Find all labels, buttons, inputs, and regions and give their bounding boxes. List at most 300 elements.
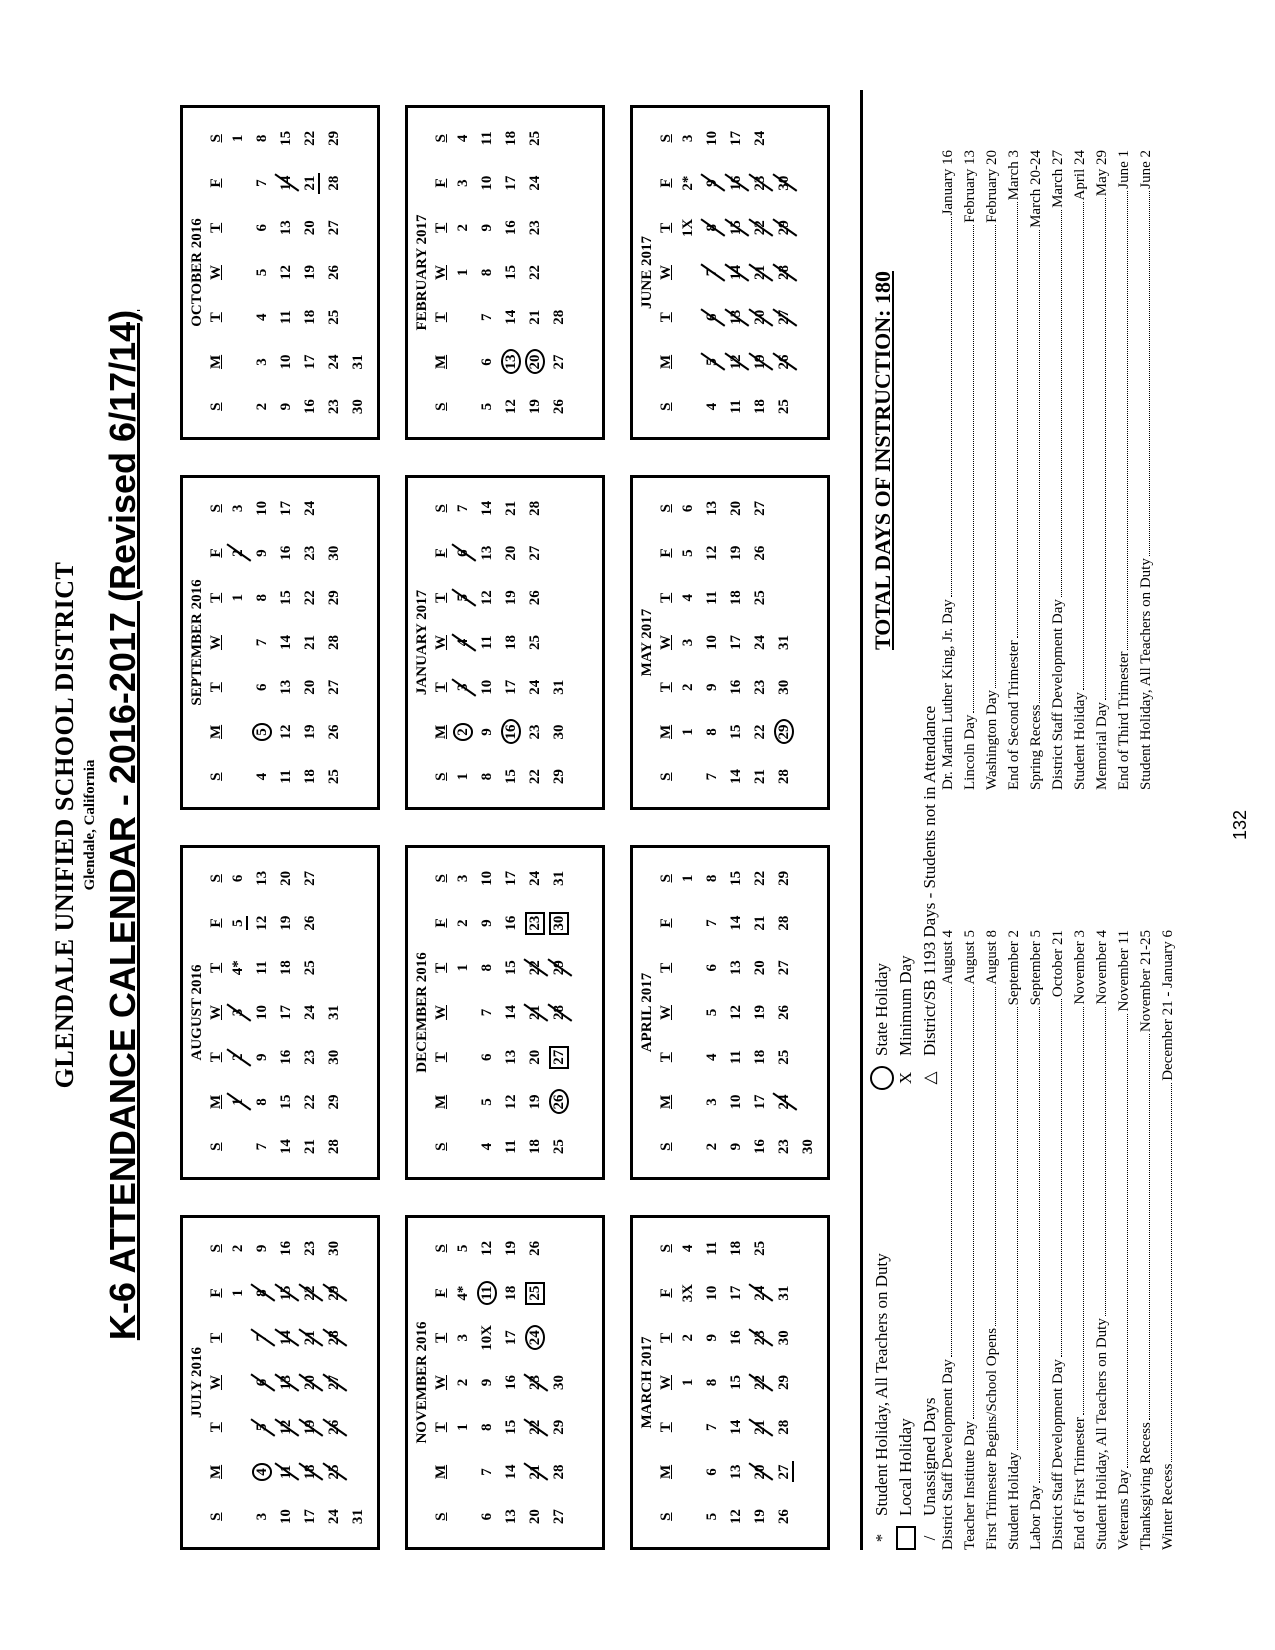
calendar-day: 4 [455,134,471,143]
calendar-day: 2 [680,1334,696,1342]
calendar-day: 7 [455,504,471,513]
weekday-header: S [658,504,674,513]
weekday-header: T [208,222,224,233]
calendar-day: 8 [479,268,495,277]
calendar-day: 22 [302,590,318,606]
month-may-2017 [630,475,830,810]
calendar-day: 20 [278,870,294,886]
calendar-day: 27 [548,1035,570,1080]
weekday-header: S [433,772,449,781]
weekday-header: F [658,178,674,188]
calendar-day: 6 [254,683,270,691]
calendar-day: 6 [251,1360,273,1405]
weekday-header: W [658,635,674,651]
calendar-day: 1 [227,1080,249,1125]
triangle-icon: △ [920,1071,939,1085]
calendar-day: 4* [455,1285,471,1301]
weekday-header: S [658,402,674,411]
month-november-2016 [405,1215,605,1550]
calendar-day: 13 [254,870,270,886]
calendar-day: 16 [278,1049,294,1065]
event-row [1023,150,1045,790]
weekday-header: W [433,1005,449,1021]
calendar-day: 14 [728,769,744,785]
calendar-day: 12 [479,590,495,606]
weekday-header: M [208,724,224,740]
page-number: 132 [1230,809,1250,841]
event-name: District Staff Development Day [1050,599,1066,790]
calendar-day: 11 [704,1241,720,1256]
calendar-day: 27 [326,220,342,236]
weekday-header: W [658,1375,674,1391]
calendar-day: 4 [251,1450,273,1495]
calendar-day: 31 [551,870,567,886]
calendar-day: 28 [551,309,567,325]
event-date: June 1 [1116,150,1132,189]
weekday-header: T [433,1052,449,1063]
calendar-day: 28 [527,500,543,516]
empty-cell [227,620,249,665]
asterisk-icon: * [872,1533,891,1543]
calendar-day: 14 [725,250,747,295]
calendar-day: 3 [704,1098,720,1106]
calendar-day: 4 [680,594,696,602]
calendar-day: 20 [299,1360,321,1405]
calendar-day: 19 [503,1240,519,1256]
calendar-day: 5 [701,340,723,385]
calendar-day: 31 [350,1509,366,1525]
calendar-day: 28 [326,175,342,191]
empty-cell [227,161,249,206]
weekday-header: S [433,504,449,513]
event-name: Thanksgiving Recess [1138,1422,1154,1550]
weekday-header: S [433,1142,449,1151]
event-name: District Staff Development Day [940,1359,956,1550]
calendar-day: 21 [299,1315,321,1360]
calendar-day: 24 [752,635,768,651]
calendar-day: 1 [680,874,696,883]
legend-label: Local Holiday [896,1418,915,1516]
calendar-day: 18 [527,1139,543,1155]
event-date: February 13 [962,150,978,223]
month-title: JUNE 2017 [639,236,655,309]
calendar-day: 20 [524,340,546,385]
calendar-day: 30 [326,545,342,561]
calendar-day: 9 [278,402,294,411]
calendar-day: 10 [479,175,495,191]
calendar-day: 16 [728,1330,744,1346]
empty-cell [227,250,249,295]
event-name: End of First Trimester [1072,1417,1088,1550]
calendar-day: 7 [704,772,720,781]
legend-label: Unassigned Days [920,1397,939,1516]
calendar-day: 6 [704,964,720,972]
calendar-day: 29 [551,769,567,785]
empty-cell [227,710,249,755]
calendar-day: 26 [326,724,342,740]
calendar-day: 16 [302,399,318,415]
empty-cell [227,384,249,429]
calendar-day: 16 [500,710,522,755]
weekday-header: T [433,1422,449,1433]
event-name: Student Holiday, All Teachers on Duty [1094,1318,1110,1550]
events-list-spring [935,150,1155,790]
leader-dots [973,987,974,1420]
calendar-day: 25 [302,960,318,976]
weekday-header: W [658,265,674,281]
calendar-day: 15 [278,590,294,606]
calendar-day: 20 [503,545,519,561]
calendar-day: 18 [503,1285,519,1301]
weekday-header: S [433,402,449,411]
calendar-day: 15 [278,130,294,146]
legend-item [894,706,918,1090]
calendar-day: 3 [455,874,471,883]
calendar-day: 31 [776,635,792,651]
month-title: AUGUST 2016 [189,964,205,1061]
calendar-day: 12 [479,1240,495,1256]
calendar-day: 21 [749,250,771,295]
calendar-day: 25 [524,1271,546,1316]
event-name: Student Holiday, All Teachers on Duty [1138,558,1154,790]
leader-dots [1039,230,1040,703]
calendar-day: 12 [503,1094,519,1110]
weekday-header: T [658,682,674,693]
month-title: JANUARY 2017 [414,589,430,696]
calendar-day: 10 [728,1094,744,1110]
calendar-day: 29 [773,710,795,755]
calendar-day: 30 [800,1139,816,1155]
leader-dots [1105,1007,1106,1317]
weekday-header: S [433,134,449,143]
calendar-day: 10 [479,679,495,695]
calendar-day: 22 [302,1094,318,1110]
calendar-day: 15 [503,265,519,281]
calendar-day: 24 [752,130,768,146]
calendar-day: 22 [752,724,768,740]
calendar-day: 28 [326,635,342,651]
calendar-day: 23 [776,1139,792,1155]
weekday-header: T [208,962,224,973]
calendar-day: 14 [728,1419,744,1435]
calendar-day: 29 [326,590,342,606]
calendar-day: 8 [479,964,495,972]
calendar-day: 1X [680,218,696,237]
x-icon: X [896,1071,915,1085]
calendar-day: 16 [503,915,519,931]
calendar-day: 6 [230,874,246,883]
calendar-day: 1 [455,268,471,277]
weekday-header: T [433,222,449,233]
slash-icon: / [920,1535,939,1541]
calendar-day: 18 [728,590,744,606]
calendar-day: 27 [527,545,543,561]
calendar-day: 20 [752,960,768,976]
calendar-day: 23 [524,1360,546,1405]
calendar-day: 16 [503,1375,519,1391]
event-date: November 4 [1094,930,1110,1005]
calendar-day: 9 [479,919,495,927]
calendar-day: 12 [254,915,270,931]
calendar-day: 11 [728,399,744,414]
empty-cell [452,1035,474,1080]
calendar-day: 28 [773,250,795,295]
calendar-day: 21 [524,1450,546,1495]
calendar-day: 2 [227,531,249,576]
month-january-2017 [405,475,605,810]
calendar-day: 11 [278,310,294,325]
calendar-day: 8 [704,728,720,736]
leader-dots [1083,1007,1084,1416]
weekday-header: S [208,772,224,781]
calendar-day: 25 [776,1049,792,1065]
calendar-day: 26 [323,1405,345,1450]
event-row [1045,150,1067,790]
calendar-day: 27 [776,960,792,976]
calendar-day: 2 [455,1378,471,1387]
calendar-day: 2 [254,402,270,411]
weekday-header: S [208,504,224,513]
weekday-header: S [208,1244,224,1253]
event-row [1045,930,1067,1550]
calendar-day: 21 [527,309,543,325]
calendar-day: 5 [452,575,474,620]
calendar-day: 28 [776,1419,792,1435]
calendar-day: 7 [704,1423,720,1431]
calendar-day: 14 [503,1464,519,1480]
calendar-day: 7 [254,179,270,187]
calendar-day: 9 [254,549,270,557]
event-name: End of Third Trimester [1116,651,1132,790]
calendar-day: 15 [278,1094,294,1110]
calendar-day: 13 [503,1049,519,1065]
weekday-header: F [658,1288,674,1298]
calendar-day: 9 [479,1378,495,1387]
calendar-day: 3 [455,1334,471,1342]
weekday-header: T [208,1332,224,1343]
calendar-day: 22 [749,1360,771,1405]
event-date: January 16 [940,150,956,216]
calendar-day: 8 [254,594,270,602]
calendar-day: 24 [527,679,543,695]
calendar-day: 5 [455,1244,471,1253]
legend-item [870,1253,894,1550]
weekday-header: S [658,772,674,781]
leader-dots [951,987,952,1357]
calendar-day: 26 [527,1240,543,1256]
calendar-day: 2 [227,1035,249,1080]
calendar-day: 24 [527,175,543,191]
month-title: DECEMBER 2016 [414,952,430,1073]
calendar-day: 2 [230,1244,246,1253]
calendar-day: 8 [479,772,495,781]
events-list-fall [935,930,1177,1550]
calendar-day: 19 [752,1509,768,1525]
weekday-header: F [433,178,449,188]
circle-icon [870,1066,894,1090]
empty-cell [452,340,474,385]
calendar-day: 29 [326,1094,342,1110]
event-name: Veterans Day [1116,1469,1132,1550]
event-row [1155,930,1177,1550]
month-title: SEPTEMBER 2016 [189,579,205,706]
calendar-day: 14 [503,1005,519,1021]
legend-label: Minimum Day [896,955,915,1056]
months-grid [180,90,840,1550]
calendar-day: 9 [701,161,723,206]
calendar-day: 26 [326,265,342,281]
leader-dots [1171,1083,1172,1462]
calendar-day: 15 [503,960,519,976]
calendar-day: 8 [704,1378,720,1387]
calendar-day: 3 [455,179,471,187]
calendar-day: 4 [680,1244,696,1253]
calendar-day: 30 [548,901,570,946]
calendar-day: 26 [773,340,795,385]
calendar-day: 27 [326,679,342,695]
month-july-2016 [180,1215,380,1550]
calendar-day: 23 [527,724,543,740]
event-date: December 21 - January 6 [1160,930,1176,1081]
calendar-day: 29 [326,130,342,146]
calendar-day: 4 [479,1142,495,1151]
calendar-day: 13 [725,295,747,340]
weekday-header: W [208,1005,224,1021]
calendar-day: 18 [752,1049,768,1065]
weekday-header: S [208,134,224,143]
calendar-day: 10 [704,635,720,651]
empty-cell [677,340,699,385]
event-date: April 24 [1072,150,1088,201]
calendar-day: 7 [704,919,720,927]
calendar-day: 30 [776,679,792,695]
weekday-header: M [658,354,674,370]
calendar-day: 13 [704,500,720,516]
calendar-day: 22 [299,1271,321,1316]
event-date: October 21 [1050,930,1066,998]
page-title: K-6 ATTENDANCE CALENDAR - 2016-2017 (Revised 6/17/14) [102,309,143,1341]
weekday-header: M [208,1464,224,1480]
calendar-day: 5 [479,1098,495,1106]
calendar-day: 15 [275,1271,297,1316]
calendar-day: 19 [302,265,318,281]
calendar-day: 18 [299,1450,321,1495]
calendar-day: 12 [725,340,747,385]
calendar-day: 15 [725,205,747,250]
calendar-day: 5 [251,710,273,755]
calendar-day: 7 [251,1315,273,1360]
calendar-day: 12 [275,1405,297,1450]
calendar-day: 22 [527,265,543,281]
calendar-day: 16 [503,220,519,236]
legend-item [894,1253,918,1550]
weekday-header: T [658,962,674,973]
calendar-day: 25 [752,590,768,606]
legend-label: Student Holiday, All Teachers on Duty [872,1253,891,1516]
calendar-day: 10 [254,1005,270,1021]
calendar-day: 9 [479,224,495,232]
leader-dots [1017,202,1018,638]
empty-cell [677,945,699,990]
calendar-day: 12 [728,1509,744,1525]
calendar-day: 25 [323,1450,345,1495]
weekday-header: W [433,635,449,651]
event-name: Washington Day [984,689,1000,790]
empty-cell [227,1315,249,1360]
calendar-day: 4 [254,772,270,781]
weekday-header: F [433,918,449,928]
calendar-day: 9 [704,683,720,691]
event-date: March 20-24 [1028,150,1044,228]
calendar-day: 13 [728,1464,744,1480]
leader-dots [1017,1007,1018,1450]
weekday-header: T [208,1422,224,1433]
weekday-header: T [658,1052,674,1063]
calendar-day: 10 [278,1509,294,1525]
weekday-header: M [658,724,674,740]
calendar-day: 17 [302,354,318,370]
calendar-day: 31 [350,354,366,370]
month-august-2016 [180,845,380,1180]
empty-cell [677,1124,699,1169]
calendar-day: 23 [302,1049,318,1065]
calendar-day: 15 [728,870,744,886]
weekday-header: W [208,635,224,651]
calendar-day: 15 [503,1419,519,1435]
calendar-day: 12 [728,1005,744,1021]
calendar-day: 27 [752,500,768,516]
calendar-day: 6 [704,1468,720,1476]
event-row [1111,150,1133,790]
calendar-day: 29 [323,1271,345,1316]
calendar-day: 17 [503,679,519,695]
calendar-day: 27 [551,354,567,370]
calendar-day: 27 [773,1450,795,1495]
total-days: TOTAL DAYS OF INSTRUCTION: 180 [870,271,895,650]
calendar-day: 21 [503,500,519,516]
weekday-header: T [433,1332,449,1343]
empty-cell [452,384,474,429]
event-name: Winter Recess [1160,1463,1176,1550]
calendar-day: 9 [254,1244,270,1253]
calendar-day: 5 [479,402,495,411]
calendar-day: 28 [776,769,792,785]
calendar-day: 16 [752,1139,768,1155]
calendar-day: 22 [524,945,546,990]
calendar-day: 7 [479,1468,495,1476]
calendar-day: 6 [479,358,495,366]
calendar-day: 5 [680,549,696,557]
calendar-day: 30 [776,1330,792,1346]
calendar-day: 19 [752,1005,768,1021]
weekday-header: T [208,592,224,603]
calendar-day: 3 [254,358,270,366]
calendar-day: 21 [752,915,768,931]
calendar-day: 29 [773,205,795,250]
event-date: August 4 [940,930,956,985]
calendar-day: 8 [701,205,723,250]
month-december-2016 [405,845,605,1180]
weekday-header: F [658,918,674,928]
calendar-day: 8 [254,1098,270,1106]
calendar-day: 24 [524,1315,546,1360]
weekday-header: S [433,1244,449,1253]
calendar-day: 1 [230,134,246,143]
weekday-header: T [208,682,224,693]
weekday-header: S [433,1512,449,1521]
weekday-header: F [208,178,224,188]
calendar-day: 11 [704,590,720,605]
